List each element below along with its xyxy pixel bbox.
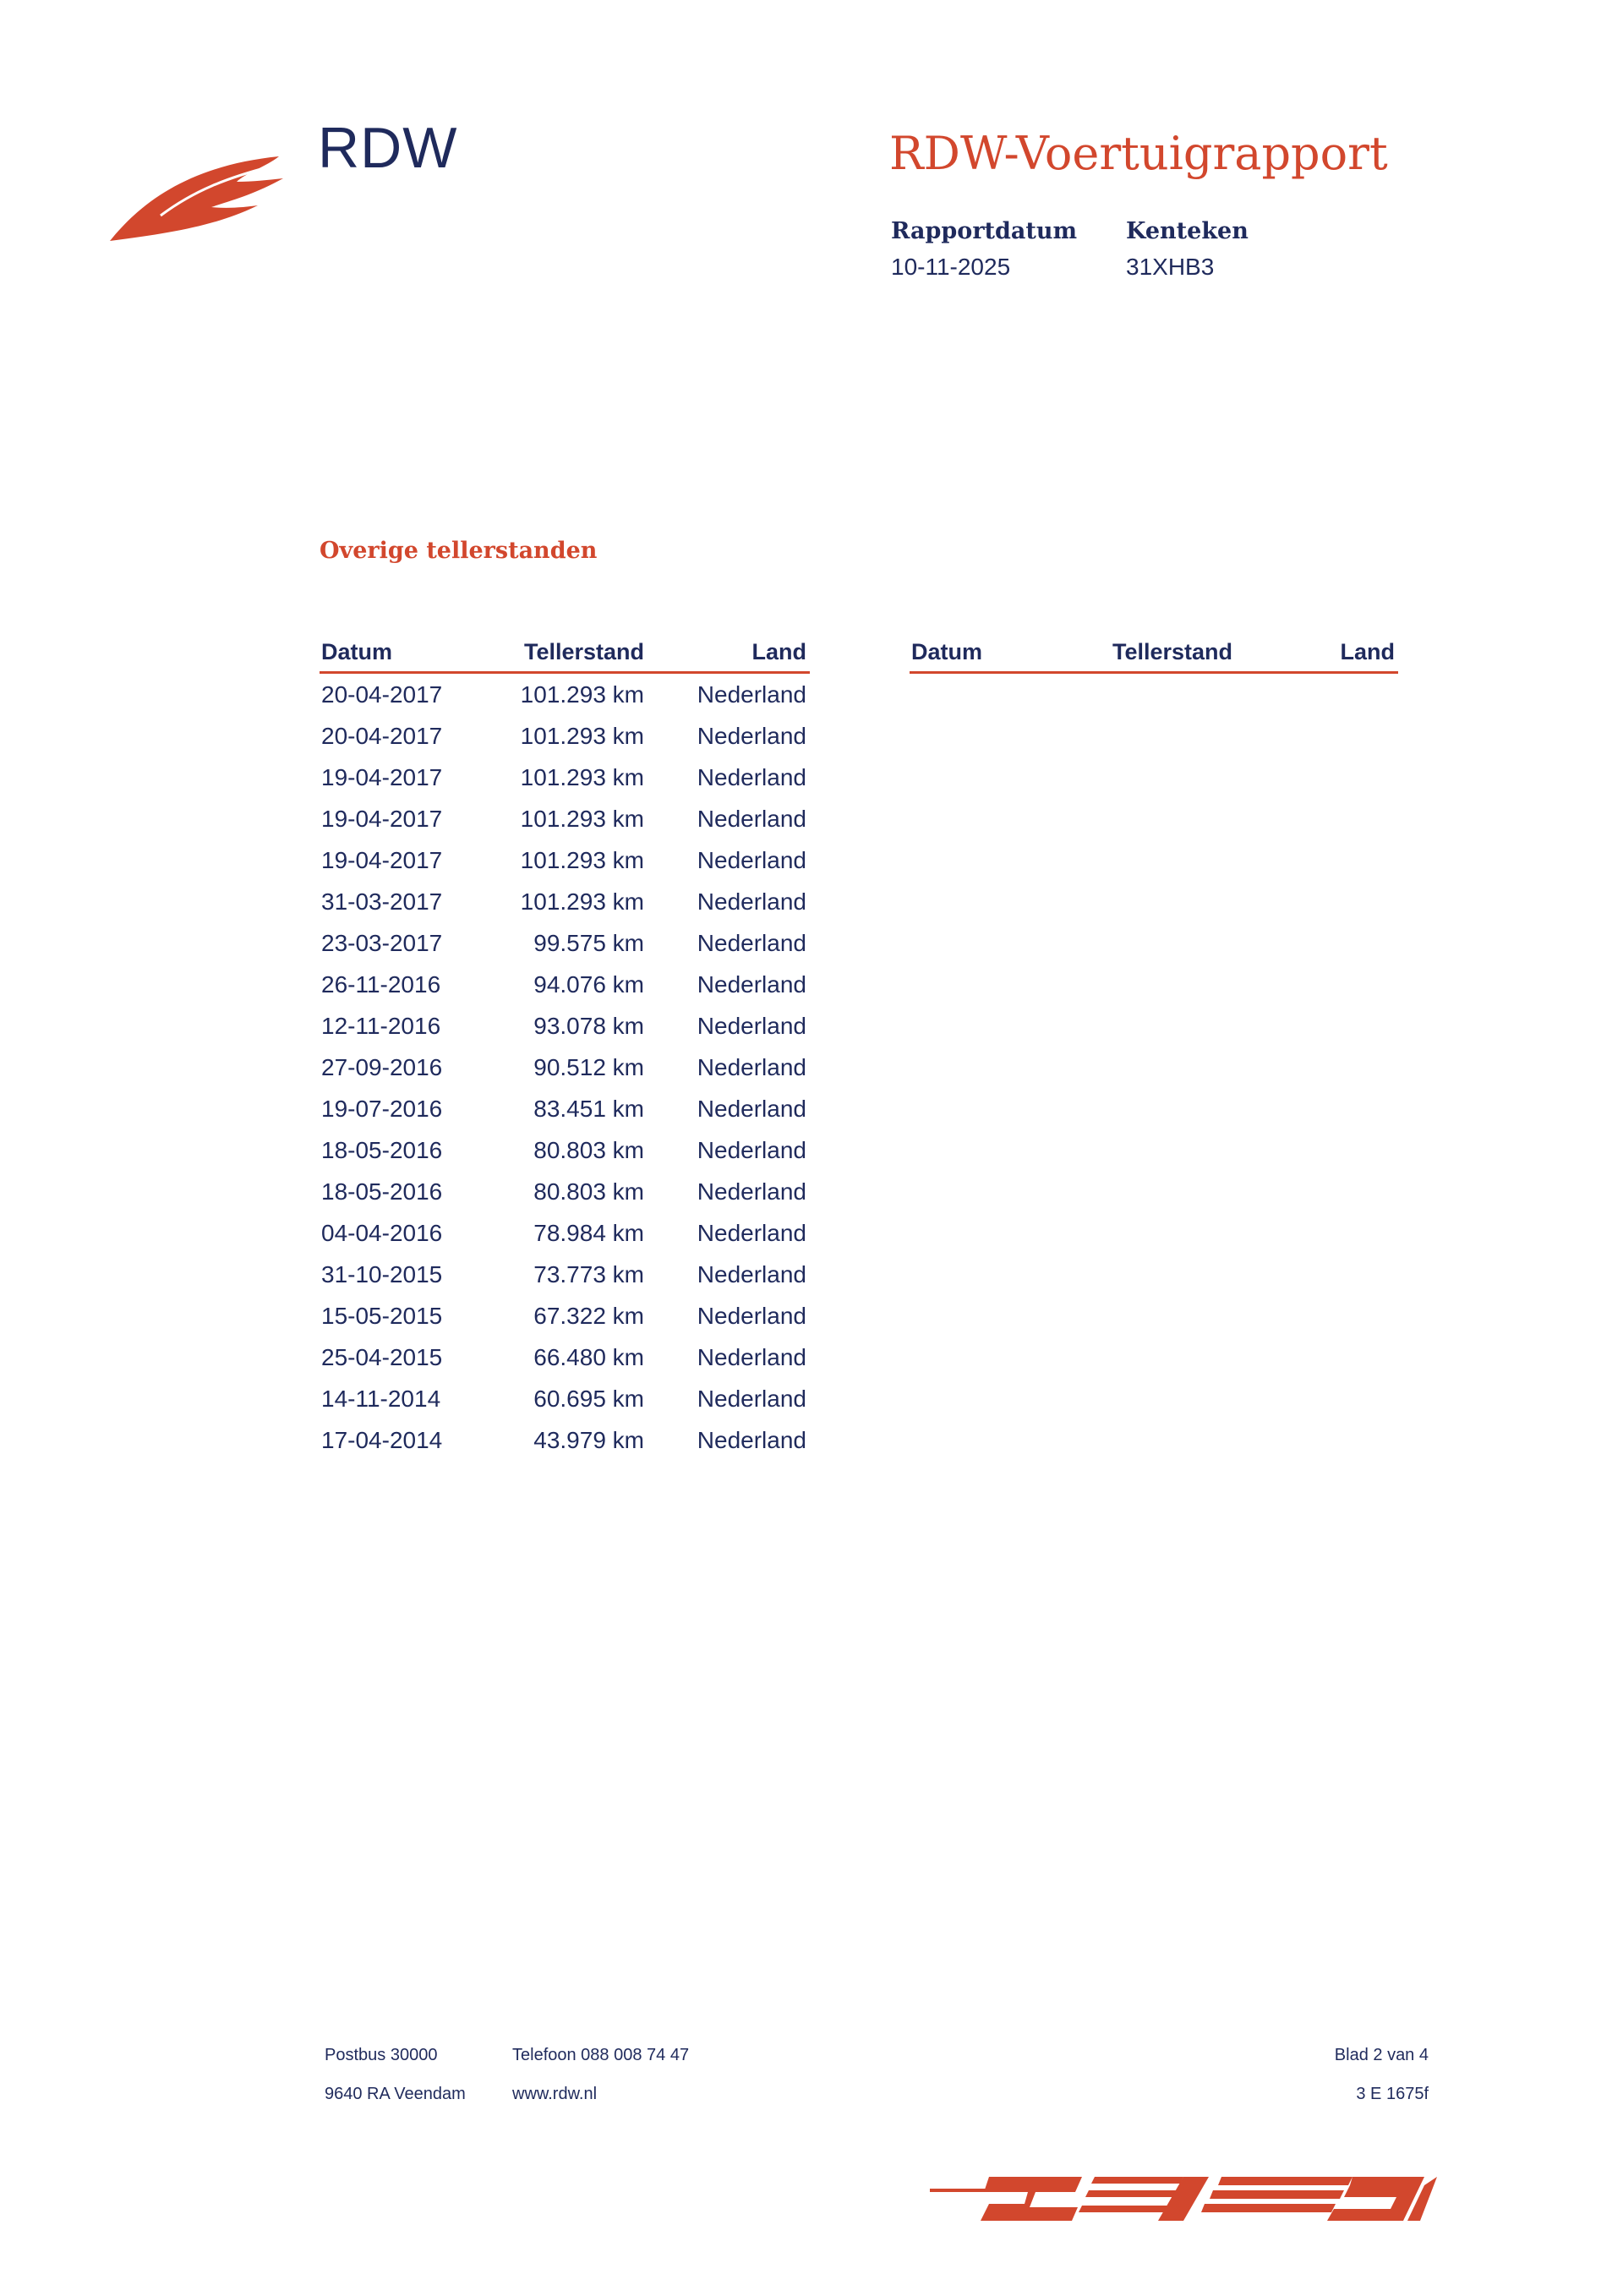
column-header-odometer-right: Tellerstand (1112, 639, 1232, 664)
rdw-logo-text: RDW (318, 116, 458, 180)
cell-date: 12-11-2016 (321, 1013, 441, 1039)
cell-country: Nederland (697, 1013, 806, 1039)
report-title: RDW-Voertuigrapport (889, 127, 1388, 180)
cell-date: 20-04-2017 (321, 723, 443, 749)
table-row (320, 1303, 810, 1344)
table-row (320, 1261, 810, 1303)
cell-country: Nederland (697, 723, 806, 749)
cell-odometer: 101.293 km (520, 764, 644, 790)
cell-date: 25-04-2015 (321, 1344, 443, 1370)
cell-country: Nederland (697, 681, 806, 708)
cell-country: Nederland (697, 1137, 806, 1163)
cell-odometer: 101.293 km (520, 888, 644, 915)
table-row (320, 930, 810, 971)
table-row (320, 1178, 810, 1220)
cell-country: Nederland (697, 1261, 806, 1287)
cell-date: 20-04-2017 (321, 681, 443, 708)
report-date-label: Rapportdatum (891, 218, 1078, 244)
cell-date: 19-07-2016 (321, 1096, 443, 1122)
cell-date: 31-03-2017 (321, 888, 443, 915)
rdw-logo-leaf-icon (110, 148, 292, 249)
odometer-table (320, 681, 810, 1468)
report-date-value: 10-11-2025 (891, 254, 1011, 280)
cell-date: 31-10-2015 (321, 1261, 443, 1287)
table-row (320, 1386, 810, 1427)
cell-odometer: 80.803 km (533, 1178, 644, 1205)
table-row (320, 723, 810, 764)
cell-odometer: 101.293 km (520, 847, 644, 873)
cell-country: Nederland (697, 764, 806, 790)
cell-odometer: 73.773 km (533, 1261, 644, 1287)
cell-country: Nederland (697, 930, 806, 956)
table-row (320, 888, 810, 930)
table-row (320, 1427, 810, 1468)
column-header-country: Land (751, 639, 806, 664)
cell-odometer: 83.451 km (533, 1096, 644, 1122)
table-row (320, 1344, 810, 1386)
footer-website-link[interactable]: www.rdw.nl (512, 2085, 598, 2103)
cell-odometer: 66.480 km (533, 1344, 644, 1370)
section-title: Overige tellerstanden (320, 538, 598, 564)
cell-country: Nederland (697, 1427, 806, 1453)
cell-date: 17-04-2014 (321, 1427, 443, 1453)
cell-odometer: 43.979 km (533, 1427, 644, 1453)
cell-country: Nederland (697, 1303, 806, 1329)
footer-address-line2: 9640 RA Veendam (325, 2085, 466, 2103)
cell-country: Nederland (697, 971, 806, 998)
cell-odometer: 94.076 km (533, 971, 644, 998)
cell-date: 14-11-2014 (321, 1386, 441, 1412)
table-row (320, 681, 810, 723)
cell-date: 27-09-2016 (321, 1054, 443, 1080)
footer-address-line1: Postbus 30000 (325, 2046, 438, 2064)
cell-odometer: 80.803 km (533, 1137, 644, 1163)
plate-label: Kenteken (1126, 218, 1249, 244)
cell-date: 23-03-2017 (321, 930, 443, 956)
table-row (320, 847, 810, 888)
rdw-stripe-decoration-icon (930, 2160, 1589, 2228)
cell-date: 26-11-2016 (321, 971, 441, 998)
cell-odometer: 67.322 km (533, 1303, 644, 1329)
table-row (320, 1220, 810, 1261)
cell-date: 18-05-2016 (321, 1178, 443, 1205)
table-row (320, 1096, 810, 1137)
cell-date: 18-05-2016 (321, 1137, 443, 1163)
cell-date: 19-04-2017 (321, 764, 443, 790)
cell-country: Nederland (697, 1344, 806, 1370)
table-row (320, 806, 810, 847)
cell-odometer: 99.575 km (533, 930, 644, 956)
plate-value: 31XHB3 (1126, 254, 1215, 280)
cell-country: Nederland (697, 806, 806, 832)
cell-date: 19-04-2017 (321, 847, 443, 873)
cell-country: Nederland (697, 888, 806, 915)
cell-country: Nederland (697, 1178, 806, 1205)
cell-odometer: 90.512 km (533, 1054, 644, 1080)
table-header-right (910, 639, 1398, 674)
cell-odometer: 101.293 km (520, 681, 644, 708)
cell-odometer: 93.078 km (533, 1013, 644, 1039)
cell-country: Nederland (697, 1220, 806, 1246)
cell-country: Nederland (697, 1096, 806, 1122)
table-row (320, 1137, 810, 1178)
table-row (320, 764, 810, 806)
footer-page-number: Blad 2 van 4 (1334, 2046, 1429, 2064)
footer-document-code: 3 E 1675f (1356, 2085, 1429, 2103)
cell-country: Nederland (697, 1054, 806, 1080)
cell-odometer: 101.293 km (520, 723, 644, 749)
column-header-date-right: Datum (911, 639, 983, 664)
table-header-left (320, 639, 810, 674)
cell-date: 19-04-2017 (321, 806, 443, 832)
cell-date: 15-05-2015 (321, 1303, 443, 1329)
table-row (320, 971, 810, 1013)
column-header-date: Datum (321, 639, 393, 664)
cell-odometer: 78.984 km (533, 1220, 644, 1246)
footer-phone: Telefoon 088 008 74 47 (512, 2046, 690, 2064)
table-row (320, 1054, 810, 1096)
cell-country: Nederland (697, 847, 806, 873)
cell-country: Nederland (697, 1386, 806, 1412)
column-header-country-right: Land (1340, 639, 1395, 664)
cell-odometer: 101.293 km (520, 806, 644, 832)
column-header-odometer: Tellerstand (523, 639, 644, 664)
table-row (320, 1013, 810, 1054)
cell-odometer: 60.695 km (533, 1386, 644, 1412)
cell-date: 04-04-2016 (321, 1220, 443, 1246)
